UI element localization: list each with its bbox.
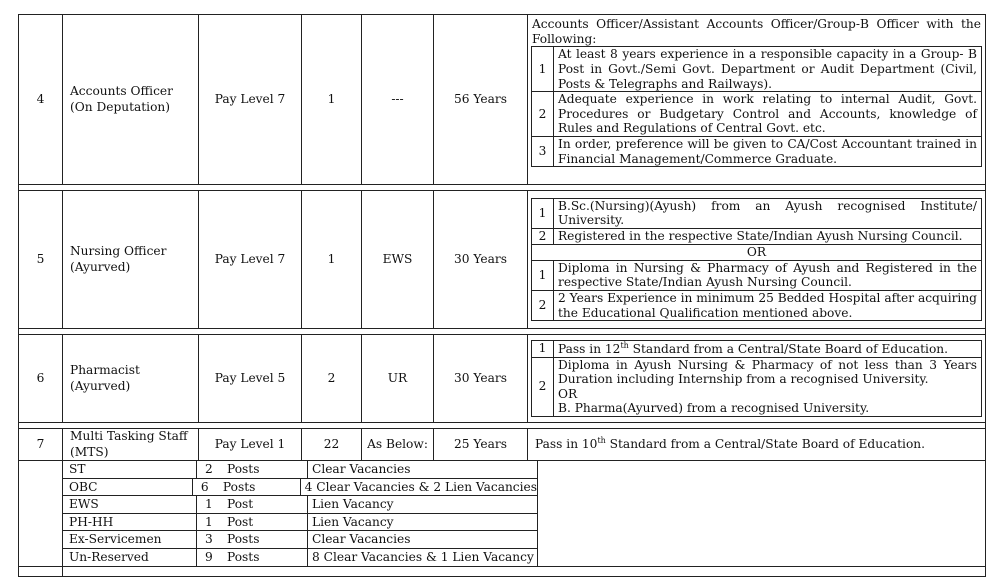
age-limit: 30 Years bbox=[434, 191, 528, 328]
age-limit: 30 Years bbox=[434, 335, 528, 422]
table-row bbox=[19, 15, 985, 185]
table-row: ST 2 Posts Clear Vacancies bbox=[63, 461, 537, 479]
pay-level: Pay Level 5 bbox=[199, 335, 302, 422]
pay-level: Pay Level 7 bbox=[199, 15, 302, 184]
table-row: Un-Reserved 9 Posts 8 Clear Vacancies & 1 Lien Vacancy bbox=[63, 549, 537, 567]
qualification-cell bbox=[528, 191, 985, 328]
post-count: 1 bbox=[302, 15, 362, 184]
table-frame bbox=[18, 14, 986, 577]
list-item: 2 Registered in the respective State/Indian Ayush Nursing Council. bbox=[532, 229, 981, 245]
serial-number: 4 bbox=[19, 15, 63, 184]
vacancy-breakdown bbox=[19, 461, 985, 566]
category: As Below: bbox=[362, 429, 434, 460]
table-footer-strip bbox=[19, 566, 985, 576]
post-count: 1 bbox=[302, 191, 362, 328]
list-item: 1 Pass in 12th Standard from a Central/State Board of Education. bbox=[532, 341, 981, 358]
qualification-list bbox=[531, 46, 982, 167]
table-row: OBC 6 Posts 4 Clear Vacancies & 2 Lien Vacancies bbox=[63, 479, 537, 497]
serial-number: 6 bbox=[19, 335, 63, 422]
category: EWS bbox=[362, 191, 434, 328]
list-item: 2 Adequate experience in work relating to internal Audit, Govt. Procedures or Budgetary Control and Accounts, knowledge of Rules and Regulations of Central Govt. etc. bbox=[532, 92, 981, 137]
pay-level: Pay Level 7 bbox=[199, 191, 302, 328]
table-row: Ex-Servicemen 3 Posts Clear Vacancies bbox=[63, 531, 537, 549]
qualification-heading: Accounts Officer/Assistant Accounts Officer/Group-B Officer with the Following: bbox=[532, 17, 981, 46]
list-item: 1 Diploma in Nursing & Pharmacy of Ayush and Registered in the respective State/Indian Ayush Nursing Council. bbox=[532, 261, 981, 291]
list-item: 1 At least 8 years experience in a responsible capacity in a Group- B Post in Govt./Semi Govt. Department or Audit Department (Civil, Posts & Telegraphs and Railways). bbox=[532, 47, 981, 92]
post-name: Nursing Officer (Ayurved) bbox=[63, 191, 199, 328]
qualification-list bbox=[531, 340, 982, 417]
post-name: Pharmacist (Ayurved) bbox=[63, 335, 199, 422]
list-item: 2 Diploma in Ayush Nursing & Pharmacy of not less than 3 Years Duration including Internship from a recognised University. OR B. Pharma(Ayurved) from a recognised University. bbox=[532, 358, 981, 417]
age-limit: 25 Years bbox=[434, 429, 528, 460]
serial-number: 7 bbox=[19, 429, 63, 460]
category: --- bbox=[362, 15, 434, 184]
post-name: Multi Tasking Staff (MTS) bbox=[63, 429, 199, 460]
or-separator: OR bbox=[532, 245, 981, 261]
list-item: 3 In order, preference will be given to CA/Cost Accountant trained in Financial Management/Commerce Graduate. bbox=[532, 137, 981, 166]
post-name: Accounts Officer (On Deputation) bbox=[63, 15, 199, 184]
qualification-cell bbox=[528, 335, 985, 422]
recruitment-table bbox=[18, 14, 986, 577]
post-count: 2 bbox=[302, 335, 362, 422]
table-row: EWS 1 Post Lien Vacancy bbox=[63, 496, 537, 514]
pay-level: Pay Level 1 bbox=[199, 429, 302, 460]
qualification-list bbox=[531, 198, 982, 322]
vacancy-table bbox=[63, 461, 538, 566]
table-row bbox=[19, 191, 985, 329]
table-row: PH-HH 1 Post Lien Vacancy bbox=[63, 514, 537, 532]
category: UR bbox=[362, 335, 434, 422]
table-row bbox=[19, 335, 985, 423]
list-item: 2 2 Years Experience in minimum 25 Bedded Hospital after acquiring the Educational Qualification mentioned above. bbox=[532, 291, 981, 320]
age-limit: 56 Years bbox=[434, 15, 528, 184]
qualification-cell: Pass in 10th Standard from a Central/State Board of Education. bbox=[535, 436, 926, 452]
serial-number: 5 bbox=[19, 191, 63, 328]
post-count: 22 bbox=[302, 429, 362, 460]
qualification-cell bbox=[528, 15, 985, 184]
list-item: 1 B.Sc.(Nursing)(Ayush) from an Ayush recognised Institute/ University. bbox=[532, 199, 981, 229]
table-row bbox=[19, 429, 985, 461]
